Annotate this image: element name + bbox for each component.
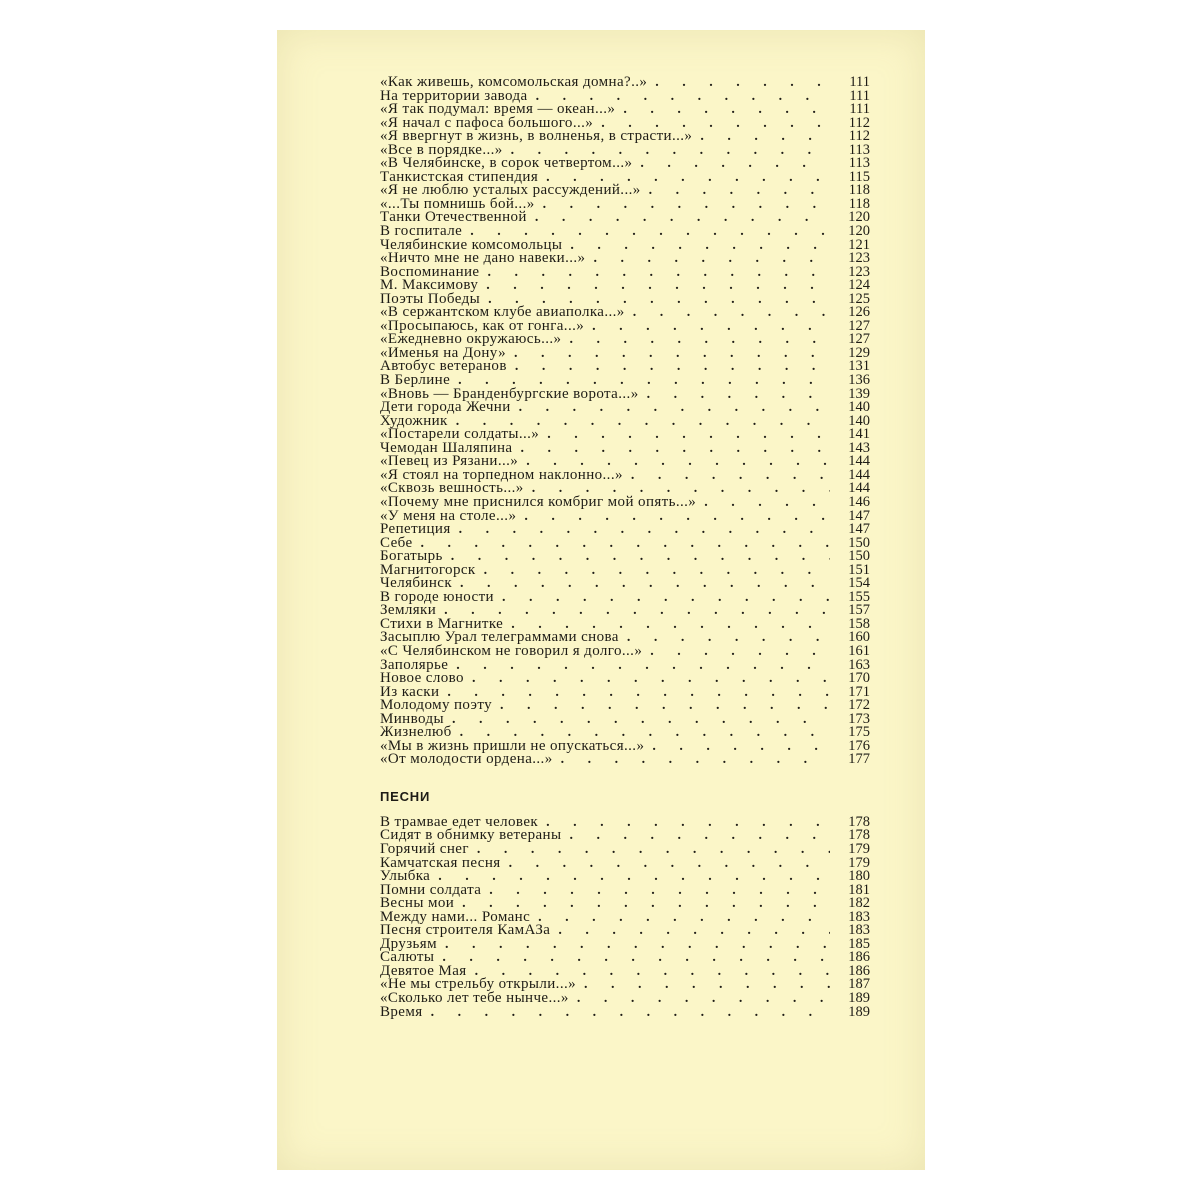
dot-leader <box>650 645 830 659</box>
entry-page-number: 143 <box>848 439 870 456</box>
dot-leader <box>569 829 830 843</box>
dot-leader <box>592 320 830 334</box>
table-of-contents <box>380 76 870 1019</box>
songs-section-title: ПЕСНИ <box>380 788 431 804</box>
dot-leader <box>627 631 830 645</box>
entry-page-number: 118 <box>848 195 870 212</box>
dot-leader <box>649 184 830 198</box>
entry-page-number: 140 <box>848 399 870 416</box>
entry-page-number: 170 <box>848 670 870 687</box>
dot-leader <box>514 347 830 361</box>
entry-title: «Все в порядке...» <box>380 141 503 158</box>
entry-page-number: 139 <box>848 385 870 402</box>
entry-page-number: 120 <box>848 209 870 226</box>
entry-page-number: 179 <box>848 854 870 871</box>
dot-leader <box>486 279 830 293</box>
entry-title: «Ничто мне не дано навеки...» <box>380 250 586 267</box>
entry-title: «Сколько лет тебе нынче...» <box>380 990 569 1006</box>
entry-page-number: 178 <box>848 813 870 830</box>
entry-title: Улыбка <box>380 868 431 885</box>
entry-title: Горячий снег <box>380 840 469 857</box>
entry-title: Время <box>380 1003 423 1020</box>
toc-entry <box>380 401 870 415</box>
entry-title: «В Челябинске, в сорок четвертом...» <box>380 155 633 172</box>
entry-page-number: 146 <box>848 493 870 510</box>
entry-title: «Певец из Рязани...» <box>380 453 519 470</box>
dot-leader <box>431 1006 830 1020</box>
entry-title: Челябинск <box>380 575 453 592</box>
dot-leader <box>538 911 830 925</box>
dot-leader <box>421 537 830 551</box>
dot-leader <box>509 857 830 871</box>
entry-title: М. Максимову <box>380 277 479 294</box>
toc-entry <box>380 1003 870 1020</box>
entry-title: Жизнелюб <box>380 724 452 741</box>
entry-title: Новое слово <box>380 670 464 687</box>
dot-leader <box>570 239 830 253</box>
entry-title: «В сержантском клубе авиаполка...» <box>380 304 625 321</box>
poems-list <box>380 76 870 767</box>
entry-title: В Берлине <box>380 372 451 389</box>
entry-page-number: 115 <box>848 168 870 185</box>
dot-leader <box>647 388 830 402</box>
dot-leader <box>452 713 830 727</box>
entry-page-number: 111 <box>849 101 870 118</box>
dot-leader <box>704 496 830 510</box>
entry-page-number: 111 <box>849 74 870 90</box>
dot-leader <box>633 306 830 320</box>
entry-page-number: 111 <box>849 87 870 104</box>
entry-title: «Мы в жизнь пришли не опускаться...» <box>380 737 645 754</box>
entry-title: «С Челябинском не говорил я долго...» <box>380 642 643 659</box>
dot-leader <box>524 510 830 524</box>
songs-list <box>380 813 870 1020</box>
entry-page-number: 187 <box>848 976 870 993</box>
entry-title: Минводы <box>380 710 444 727</box>
entry-page-number: 129 <box>848 344 870 361</box>
entry-page-number: 181 <box>848 881 870 898</box>
dot-leader <box>593 252 830 266</box>
entry-page-number: 113 <box>848 141 870 158</box>
dot-leader <box>543 198 830 212</box>
entry-page-number: 125 <box>848 290 870 307</box>
dot-leader <box>535 211 830 225</box>
dot-leader <box>472 672 830 686</box>
entry-page-number: 175 <box>848 724 870 741</box>
entry-page-number: 118 <box>848 182 870 199</box>
dot-leader <box>488 266 831 280</box>
toc-entry <box>380 753 870 767</box>
dot-leader <box>519 401 830 415</box>
entry-page-number: 157 <box>848 602 870 619</box>
dot-leader <box>577 992 830 1006</box>
entry-title: В трамвае едет человек <box>380 813 539 830</box>
dot-leader <box>640 157 830 171</box>
entry-title: «Не мы стрельбу открыли...» <box>380 976 577 993</box>
entry-page-number: 171 <box>848 683 870 700</box>
entry-title: Репетиция <box>380 521 451 538</box>
entry-page-number: 180 <box>848 868 870 885</box>
entry-title: Челябинские комсомольцы <box>380 236 563 253</box>
entry-title: Земляки <box>380 602 437 619</box>
entry-page-number: 141 <box>848 426 870 443</box>
entry-page-number: 150 <box>848 534 870 551</box>
entry-title: Молодому поэту <box>380 697 493 714</box>
entry-page-number: 136 <box>848 372 870 389</box>
entry-page-number: 144 <box>848 480 870 497</box>
toc-entry <box>380 360 870 374</box>
entry-title: В городе юности <box>380 588 494 605</box>
entry-page-number: 127 <box>848 331 870 348</box>
entry-title: «Почему мне приснился комбриг мой опять...» <box>380 493 697 510</box>
entry-page-number: 182 <box>848 895 870 912</box>
dot-leader <box>456 659 830 673</box>
entry-page-number: 163 <box>848 656 870 673</box>
entry-page-number: 172 <box>848 697 870 714</box>
entry-title: Танкистская стипендия <box>380 168 539 185</box>
dot-leader <box>438 870 830 884</box>
entry-title: Весны мои <box>380 895 455 912</box>
entry-page-number: 161 <box>848 642 870 659</box>
dot-leader <box>484 564 830 578</box>
entry-page-number: 176 <box>848 737 870 754</box>
entry-title: Заполярье <box>380 656 449 673</box>
entry-title: Богатырь <box>380 548 443 565</box>
entry-title: «От молодости ордена...» <box>380 751 553 768</box>
entry-page-number: 140 <box>848 412 870 429</box>
dot-leader <box>460 577 830 591</box>
entry-page-number: 158 <box>848 615 870 632</box>
toc-entry <box>380 924 870 938</box>
entry-title: «Я ввергнут в жизнь, в волненья, в страсти...» <box>380 128 693 145</box>
dot-leader <box>655 76 830 90</box>
entry-title: Засыплю Урал телеграммами снова <box>380 629 619 646</box>
entry-page-number: 154 <box>848 575 870 592</box>
dot-leader <box>447 686 830 700</box>
entry-title: Чемодан Шаляпина <box>380 439 513 456</box>
entry-title: «Сквозь вешность...» <box>380 480 524 497</box>
toc-entry <box>380 561 870 578</box>
toc-entry <box>380 672 870 686</box>
entry-page-number: 147 <box>848 521 870 538</box>
entry-page-number: 185 <box>848 935 870 952</box>
entry-title: В госпитале <box>380 223 463 240</box>
toc-entry <box>380 710 870 727</box>
entry-page-number: 144 <box>848 453 870 470</box>
dot-leader <box>631 469 830 483</box>
toc-entry <box>380 507 870 524</box>
entry-page-number: 144 <box>848 466 870 483</box>
entry-title: Девятое Мая <box>380 962 467 979</box>
toc-entry <box>380 523 870 537</box>
entry-title: Между нами... Романс <box>380 908 531 925</box>
entry-page-number: 178 <box>848 827 870 844</box>
entry-title: Автобус ветеранов <box>380 358 507 375</box>
toc-entry <box>380 642 870 659</box>
entry-page-number: 183 <box>848 922 870 939</box>
entry-title: «Вновь — Бранденбургские ворота...» <box>380 385 639 402</box>
entry-title: «Как живешь, комсомольская домна?..» <box>380 74 648 90</box>
entry-page-number: 147 <box>848 507 870 524</box>
entry-page-number: 151 <box>848 561 870 578</box>
entry-page-number: 131 <box>848 358 870 375</box>
entry-page-number: 186 <box>848 962 870 979</box>
entry-page-number: 121 <box>848 236 870 253</box>
dot-leader <box>547 428 830 442</box>
entry-page-number: 113 <box>848 155 870 172</box>
entry-title: «...Ты помнишь бой...» <box>380 195 535 212</box>
entry-title: «Ежедневно окружаюсь...» <box>380 331 562 348</box>
entry-title: Из каски <box>380 683 440 700</box>
dot-leader <box>442 951 830 965</box>
dot-leader <box>502 591 830 605</box>
entry-page-number: 189 <box>848 1003 870 1020</box>
entry-page-number: 189 <box>848 990 870 1006</box>
entry-page-number: 120 <box>848 223 870 240</box>
entry-page-number: 179 <box>848 840 870 857</box>
dot-leader <box>700 130 830 144</box>
dot-leader <box>584 978 830 992</box>
entry-title: «Я не люблю усталых рассуждений...» <box>380 182 641 199</box>
entry-page-number: 183 <box>848 908 870 925</box>
dot-leader <box>489 884 830 898</box>
dot-leader <box>520 442 830 456</box>
entry-page-number: 150 <box>848 548 870 565</box>
dot-leader <box>451 550 830 564</box>
entry-title: Танки Отечественной <box>380 209 527 226</box>
entry-title: «Просыпаюсь, как от гонга...» <box>380 317 585 334</box>
entry-title: Поэты Победы <box>380 290 481 307</box>
entry-title: «Я начал с пафоса большого...» <box>380 114 594 131</box>
entry-title: «Постарели солдаты...» <box>380 426 540 443</box>
dot-leader <box>500 699 830 713</box>
book-page <box>277 30 925 1170</box>
entry-title: «Я так подумал: время — океан...» <box>380 101 616 118</box>
dot-leader <box>652 740 830 754</box>
entry-title: Камчатская песня <box>380 854 501 871</box>
entry-page-number: 160 <box>848 629 870 646</box>
entry-page-number: 177 <box>848 751 870 768</box>
entry-title: Дети города Жечни <box>380 399 511 416</box>
entry-title: Сидят в обнимку ветераны <box>380 827 562 844</box>
entry-page-number: 123 <box>848 250 870 267</box>
entry-title: Магнитогорск <box>380 561 476 578</box>
entry-title: Себе <box>380 534 413 551</box>
toc-entry <box>380 854 870 871</box>
entry-page-number: 173 <box>848 710 870 727</box>
entry-page-number: 186 <box>848 949 870 966</box>
entry-page-number: 123 <box>848 263 870 280</box>
entry-title: Друзьям <box>380 935 437 952</box>
entry-title: Художник <box>380 412 448 429</box>
toc-entry <box>380 588 870 605</box>
dot-leader <box>477 843 830 857</box>
dot-leader <box>569 333 830 347</box>
entry-page-number: 112 <box>848 114 870 131</box>
dot-leader <box>515 360 830 374</box>
dot-leader <box>623 103 830 117</box>
dot-leader <box>459 523 830 537</box>
entry-title: Воспоминание <box>380 263 480 280</box>
entry-page-number: 124 <box>848 277 870 294</box>
toc-entry <box>380 992 870 1006</box>
toc-entry <box>380 935 870 952</box>
entry-title: «У меня на столе...» <box>380 507 517 524</box>
entry-title: «Именья на Дону» <box>380 344 506 361</box>
dot-leader <box>445 938 830 952</box>
entry-title: Салюты <box>380 949 435 966</box>
entry-title: Песня строителя КамАЗа <box>380 922 551 939</box>
entry-title: «Я стоял на торпедном наклонно...» <box>380 466 623 483</box>
entry-title: Помни солдата <box>380 881 482 898</box>
toc-entry <box>380 534 870 551</box>
entry-title: На территории завода <box>380 87 528 104</box>
dot-leader <box>558 924 830 938</box>
dot-leader <box>561 753 830 767</box>
dot-leader <box>546 816 830 830</box>
entry-title: Стихи в Магнитке <box>380 615 504 632</box>
entry-page-number: 126 <box>848 304 870 321</box>
toc-entry <box>380 699 870 713</box>
entry-page-number: 155 <box>848 588 870 605</box>
entry-page-number: 127 <box>848 317 870 334</box>
entry-page-number: 112 <box>848 128 870 145</box>
